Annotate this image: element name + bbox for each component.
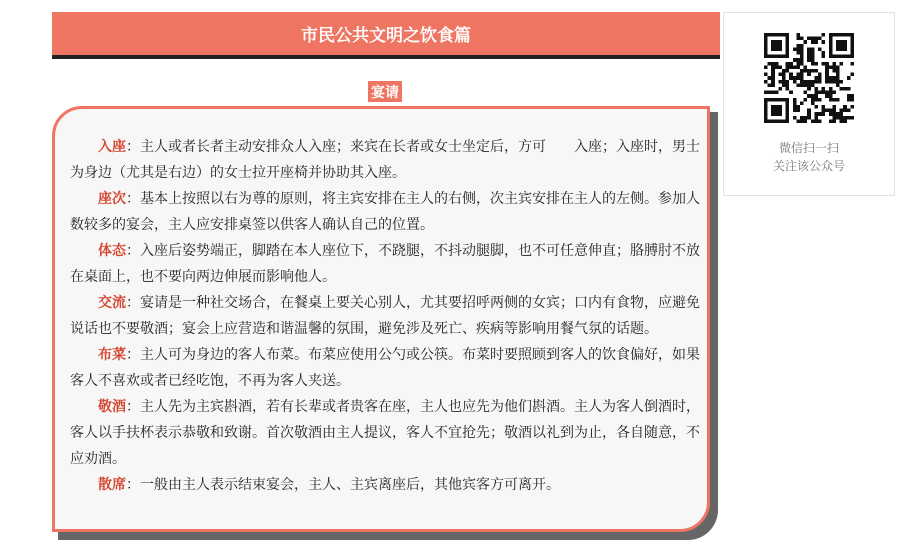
paragraph-text: ：入座后姿势端正，脚踏在本人座位下，不跷腿，不抖动腿脚，也不可任意伸直；胳膊肘不放在桌面上，也不要向两边伸展而影响他人。 <box>70 243 700 285</box>
article-body <box>70 134 700 498</box>
paragraph-text: ：主人或者长者主动安排众人入座；来宾在长者或女士坐定后，方可 入座；入座时，男士 为身边（尤其是右边）的女士拉开座椅并协助其入座。 <box>70 139 700 181</box>
paragraph-seat-order <box>70 186 700 238</box>
term-label: 入座 <box>98 139 126 155</box>
paragraph-text: ：宴请是一种社交场合，在餐桌上要关心别人，尤其要招呼两侧的女宾；口内有食物，应避免说话也不要敬酒；宴会上应营造和谐温馨的氛围，避免涉及死亡、疾病等影响用餐气氛的话题。 <box>70 295 700 337</box>
paragraph-posture <box>70 238 700 290</box>
qr-code-icon[interactable] <box>764 33 854 123</box>
paragraph-text: ：主人先为主宾斟酒，若有长辈或者贵客在座，主人也应先为他们斟酒。主人为客人倒酒时，客人以手扶杯表示恭敬和致谢。首次敬酒由主人提议，客人不宜抢先；敬酒以礼到为止，各自随意，不应劝酒。 <box>70 399 700 467</box>
qr-caption-follow: 关注该公众号 <box>772 159 845 173</box>
paragraph-text: ：基本上按照以右为尊的原则，将主宾安排在主人的右侧，次主宾安排在主人的左侧。参加人数较多的宴会，主人应安排桌签以供客人确认自己的位置。 <box>70 191 700 233</box>
paragraph-serving <box>70 342 700 394</box>
paragraph-conversation <box>70 290 700 342</box>
paragraph-leaving <box>70 472 700 498</box>
qr-follow-panel <box>723 12 895 196</box>
term-label: 交流 <box>98 295 126 311</box>
paragraph-text: ：一般由主人表示结束宴会，主人、主宾离座后，其他宾客方可离开。 <box>126 477 560 493</box>
term-label: 布菜 <box>98 347 126 363</box>
paragraph-seating <box>70 134 700 186</box>
article-title: 市民公共文明之饮食篇 <box>301 26 471 46</box>
qr-caption-scan: 微信扫一扫 <box>778 141 839 155</box>
article-title-bar <box>52 12 720 55</box>
qr-caption <box>724 139 894 175</box>
term-label: 敬酒 <box>98 399 126 415</box>
paragraph-toasting <box>70 394 700 472</box>
paragraph-text: ：主人可为身边的客人布菜。布菜应使用公勺或公筷。布菜时要照顾到客人的饮食偏好，如果客人不喜欢或者已经吃饱，不再为客人夹送。 <box>70 347 700 389</box>
term-label: 座次 <box>98 191 126 207</box>
section-tag: 宴请 <box>368 81 402 102</box>
term-label: 散席 <box>98 477 126 493</box>
title-divider <box>52 55 720 59</box>
term-label: 体态 <box>98 243 126 259</box>
